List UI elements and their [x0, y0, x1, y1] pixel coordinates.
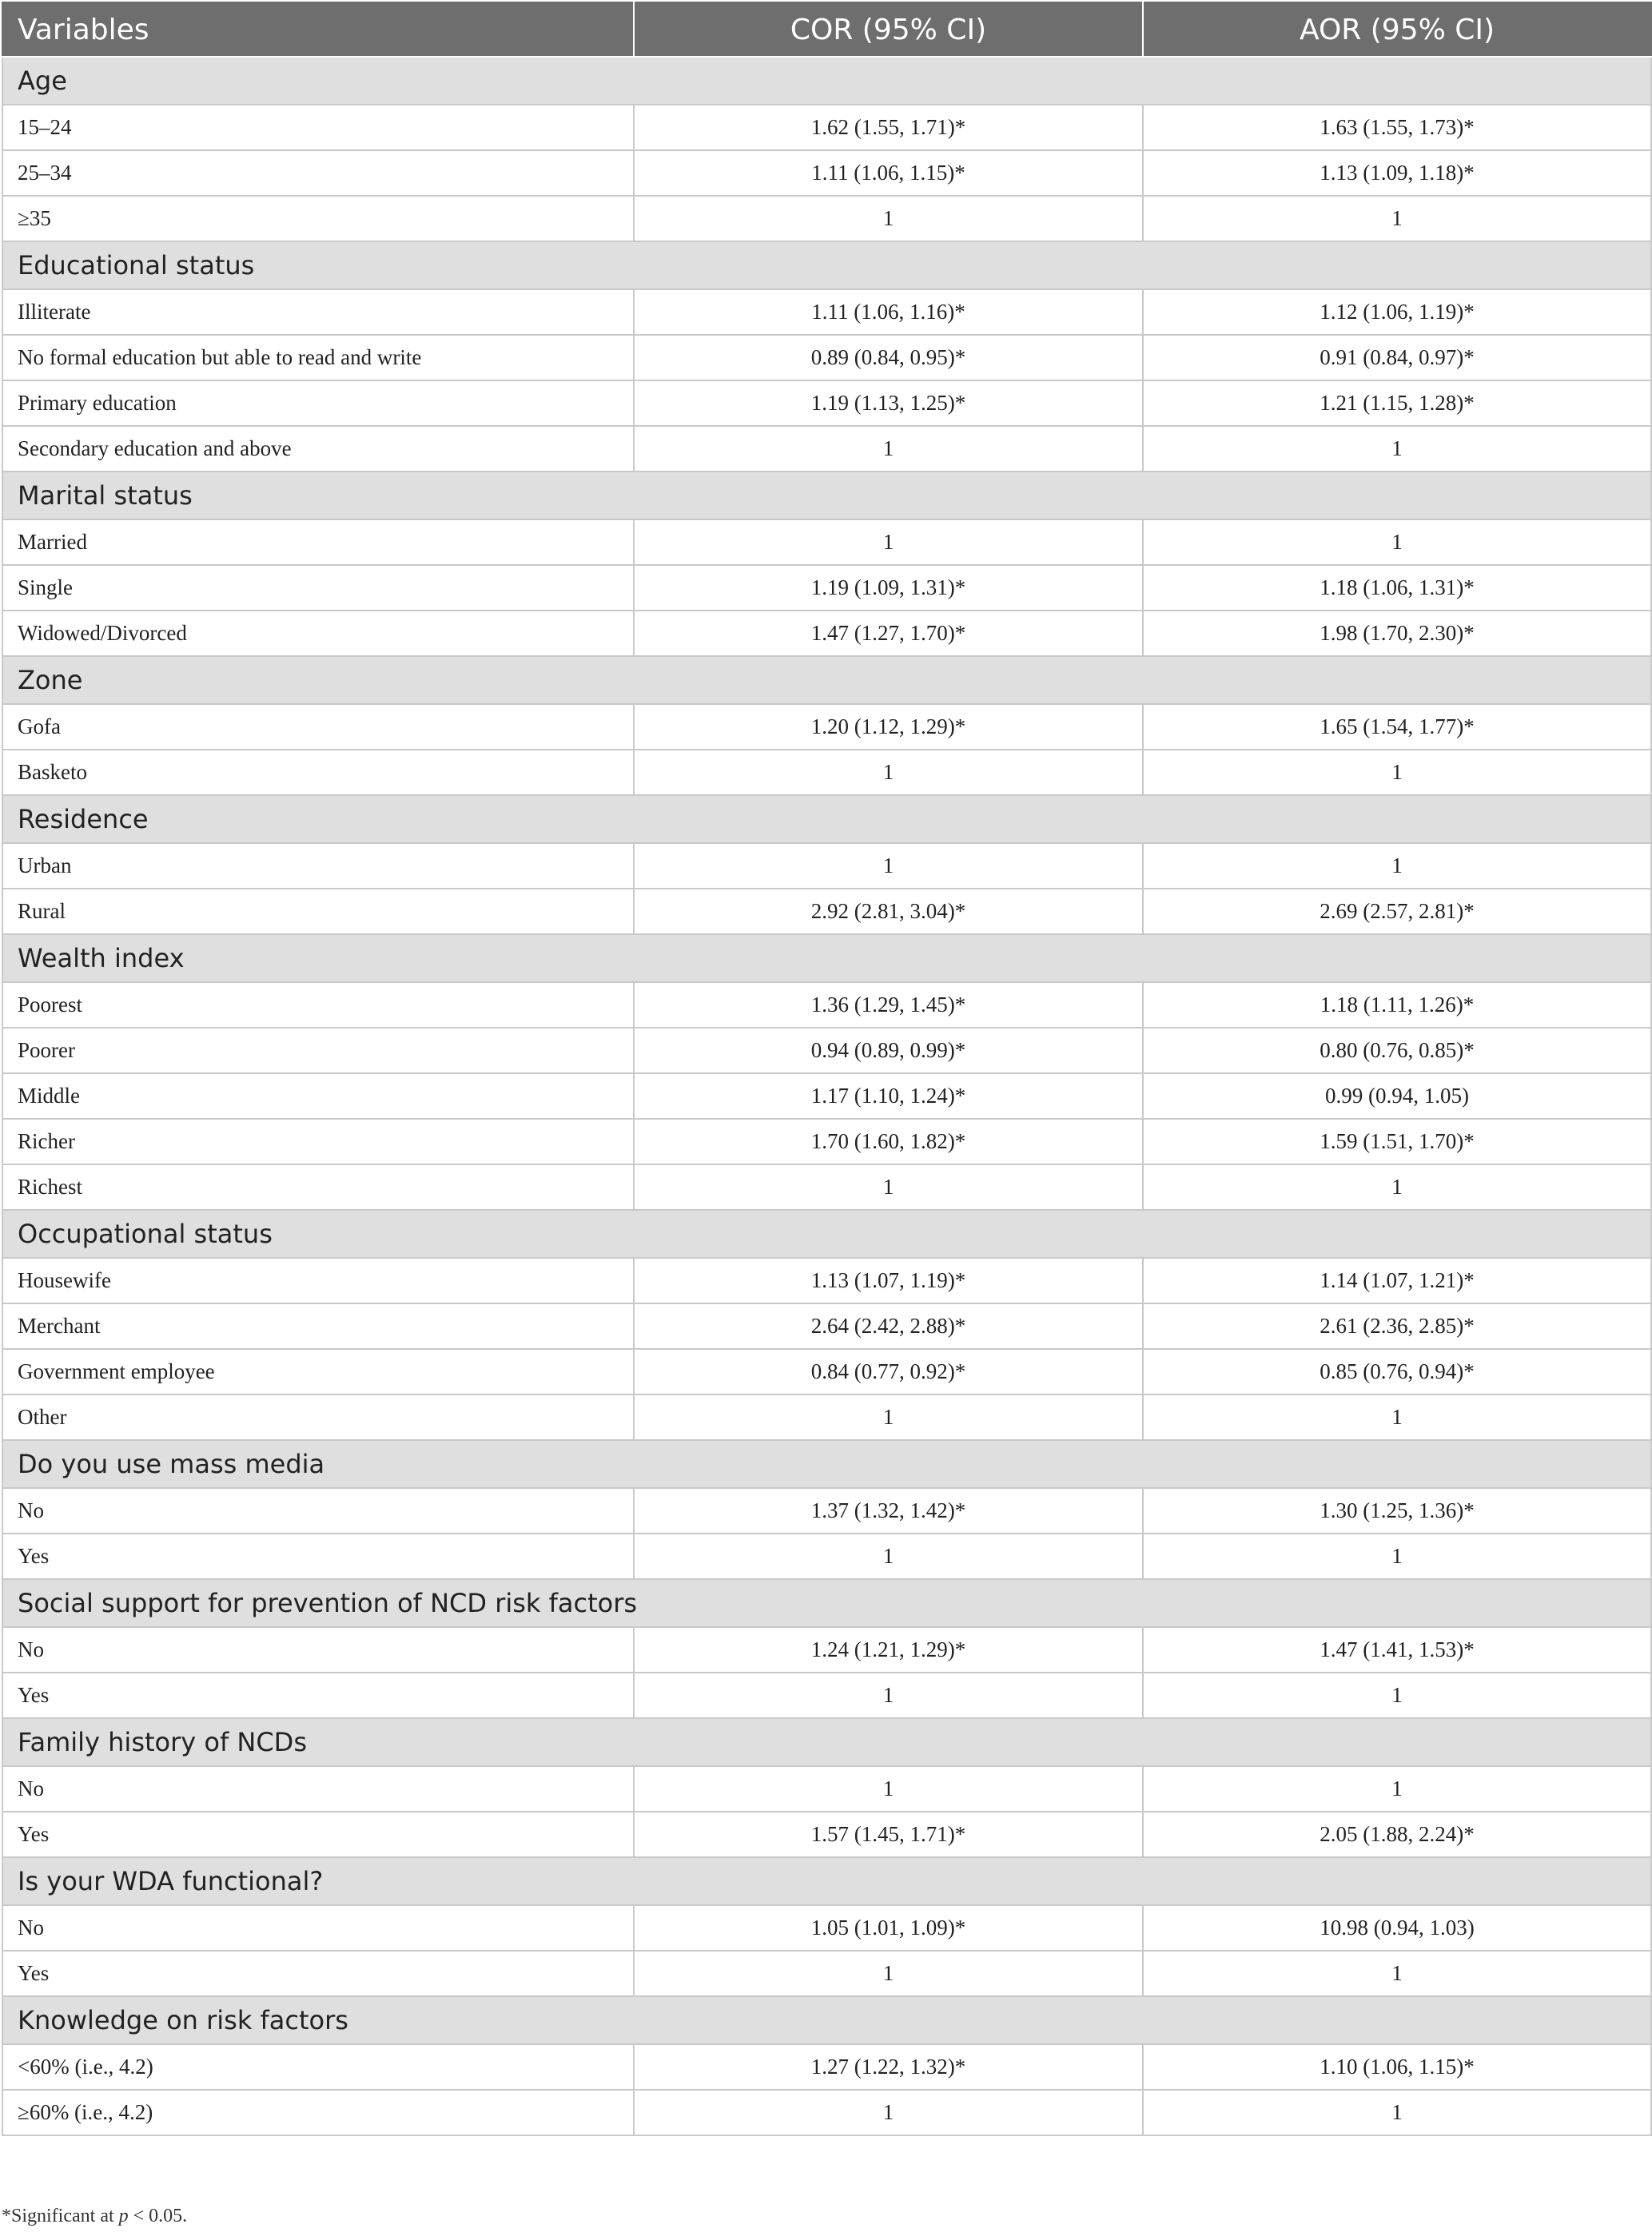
aor-value: 0.91 (0.84, 0.97)*	[1143, 335, 1651, 380]
aor-value: 1.18 (1.06, 1.31)*	[1143, 565, 1651, 611]
group-title: Do you use mass media	[2, 1440, 1651, 1488]
group-title: Family history of NCDs	[2, 1718, 1651, 1766]
cor-value: 1	[634, 1673, 1143, 1718]
cor-value: 1.37 (1.32, 1.42)*	[634, 1488, 1143, 1534]
aor-value: 1	[1143, 1766, 1651, 1812]
cor-value: 1.19 (1.13, 1.25)*	[634, 380, 1143, 426]
cor-value: 1	[634, 1534, 1143, 1579]
aor-value: 1.10 (1.06, 1.15)*	[1143, 2044, 1651, 2090]
cor-value: 1	[634, 1164, 1143, 1210]
cor-value: 1	[634, 426, 1143, 471]
table-row	[2, 1258, 1651, 1303]
row-label: Housewife	[2, 1258, 634, 1303]
row-label: Single	[2, 565, 634, 611]
table-row	[2, 1303, 1651, 1349]
cor-value: 1.05 (1.01, 1.09)*	[634, 1905, 1143, 1951]
row-label: Yes	[2, 1673, 634, 1718]
table-row	[2, 150, 1651, 196]
aor-value: 2.69 (2.57, 2.81)*	[1143, 889, 1651, 934]
group-title: Occupational status	[2, 1210, 1651, 1258]
row-label: Yes	[2, 1812, 634, 1857]
table-row	[2, 704, 1651, 750]
cor-value: 1.36 (1.29, 1.45)*	[634, 982, 1143, 1028]
header-variables: Variables	[2, 2, 634, 57]
table-row	[2, 843, 1651, 889]
aor-value: 1.14 (1.07, 1.21)*	[1143, 1258, 1651, 1303]
footnote-prefix: *Significant at	[2, 2206, 119, 2226]
group-header-row	[2, 1579, 1651, 1627]
aor-value: 1	[1143, 750, 1651, 795]
cor-value: 1	[634, 1766, 1143, 1812]
row-label: Urban	[2, 843, 634, 889]
table-row	[2, 611, 1651, 656]
row-label: Yes	[2, 1951, 634, 1996]
table-row	[2, 1905, 1651, 1951]
group-header-row	[2, 1996, 1651, 2044]
cor-value: 1.62 (1.55, 1.71)*	[634, 105, 1143, 150]
cor-value: 1.24 (1.21, 1.29)*	[634, 1627, 1143, 1673]
cor-value: 1	[634, 2090, 1143, 2135]
table-row	[2, 1627, 1651, 1673]
group-title: Age	[2, 57, 1651, 105]
aor-value: 0.80 (0.76, 0.85)*	[1143, 1028, 1651, 1073]
group-header-row	[2, 656, 1651, 704]
table-row	[2, 1028, 1651, 1073]
aor-value: 1.63 (1.55, 1.73)*	[1143, 105, 1651, 150]
aor-value: 1.12 (1.06, 1.19)*	[1143, 289, 1651, 335]
group-header-row	[2, 1718, 1651, 1766]
aor-value: 1.98 (1.70, 2.30)*	[1143, 611, 1651, 656]
table-body	[2, 57, 1651, 2135]
table-row	[2, 750, 1651, 795]
cor-value: 1	[634, 843, 1143, 889]
table-row	[2, 335, 1651, 380]
row-label: 25–34	[2, 150, 634, 196]
aor-value: 1	[1143, 519, 1651, 565]
footnote-variable: p	[118, 2206, 129, 2226]
aor-value: 1	[1143, 1395, 1651, 1440]
group-title: Residence	[2, 795, 1651, 843]
aor-value: 10.98 (0.94, 1.03)	[1143, 1905, 1651, 1951]
aor-value: 1.21 (1.15, 1.28)*	[1143, 380, 1651, 426]
row-label: Married	[2, 519, 634, 565]
group-header-row	[2, 241, 1651, 289]
row-label: Basketo	[2, 750, 634, 795]
table-row	[2, 426, 1651, 471]
header-cor: COR (95% CI)	[634, 2, 1143, 57]
table-row	[2, 982, 1651, 1028]
row-label: Merchant	[2, 1303, 634, 1349]
table-row	[2, 1534, 1651, 1579]
aor-value: 1.59 (1.51, 1.70)*	[1143, 1119, 1651, 1164]
cor-value: 1	[634, 1395, 1143, 1440]
aor-value: 0.85 (0.76, 0.94)*	[1143, 1349, 1651, 1395]
cor-value: 1.27 (1.22, 1.32)*	[634, 2044, 1143, 2090]
table-row	[2, 1951, 1651, 1996]
table-header	[2, 2, 1651, 57]
aor-value: 1	[1143, 1534, 1651, 1579]
aor-value: 1	[1143, 1673, 1651, 1718]
row-label: Poorer	[2, 1028, 634, 1073]
group-title: Knowledge on risk factors	[2, 1996, 1651, 2044]
table-row	[2, 380, 1651, 426]
aor-value: 1	[1143, 196, 1651, 241]
cor-value: 2.92 (2.81, 3.04)*	[634, 889, 1143, 934]
cor-value: 1.17 (1.10, 1.24)*	[634, 1073, 1143, 1119]
table-row	[2, 1673, 1651, 1718]
table-row	[2, 1488, 1651, 1534]
table-row	[2, 196, 1651, 241]
row-label: Illiterate	[2, 289, 634, 335]
cor-value: 1	[634, 519, 1143, 565]
row-label: Poorest	[2, 982, 634, 1028]
table-row	[2, 1119, 1651, 1164]
cor-value: 0.89 (0.84, 0.95)*	[634, 335, 1143, 380]
row-label: Secondary education and above	[2, 426, 634, 471]
row-label: Widowed/Divorced	[2, 611, 634, 656]
regression-table	[2, 2, 1652, 2136]
aor-value: 1	[1143, 843, 1651, 889]
cor-value: 1.19 (1.09, 1.31)*	[634, 565, 1143, 611]
table-row	[2, 519, 1651, 565]
aor-value: 1	[1143, 1164, 1651, 1210]
cor-value: 0.84 (0.77, 0.92)*	[634, 1349, 1143, 1395]
footnote-suffix: < 0.05.	[128, 2206, 188, 2226]
table-row	[2, 1164, 1651, 1210]
row-label: Government employee	[2, 1349, 634, 1395]
cor-value: 2.64 (2.42, 2.88)*	[634, 1303, 1143, 1349]
group-title: Marital status	[2, 471, 1651, 519]
cor-value: 0.94 (0.89, 0.99)*	[634, 1028, 1143, 1073]
cor-value: 1.57 (1.45, 1.71)*	[634, 1812, 1143, 1857]
cor-value: 1	[634, 1951, 1143, 1996]
row-label: Richer	[2, 1119, 634, 1164]
aor-value: 1.13 (1.09, 1.18)*	[1143, 150, 1651, 196]
table-row	[2, 2090, 1651, 2135]
group-title: Is your WDA functional?	[2, 1857, 1651, 1905]
aor-value: 2.05 (1.88, 2.24)*	[1143, 1812, 1651, 1857]
row-label: Richest	[2, 1164, 634, 1210]
group-title: Educational status	[2, 241, 1651, 289]
cor-value: 1.20 (1.12, 1.29)*	[634, 704, 1143, 750]
group-header-row	[2, 795, 1651, 843]
table-row	[2, 889, 1651, 934]
row-label: Gofa	[2, 704, 634, 750]
aor-value: 1	[1143, 2090, 1651, 2135]
footnote	[2, 2206, 187, 2227]
cor-value: 1	[634, 750, 1143, 795]
aor-value: 1.65 (1.54, 1.77)*	[1143, 704, 1651, 750]
cor-value: 1.11 (1.06, 1.16)*	[634, 289, 1143, 335]
header-aor: AOR (95% CI)	[1143, 2, 1651, 57]
table-row	[2, 1073, 1651, 1119]
group-header-row	[2, 1440, 1651, 1488]
row-label: No	[2, 1488, 634, 1534]
table-row	[2, 1349, 1651, 1395]
row-label: 15–24	[2, 105, 634, 150]
table-row	[2, 2044, 1651, 2090]
group-title: Wealth index	[2, 934, 1651, 982]
table-row	[2, 289, 1651, 335]
table-row	[2, 1766, 1651, 1812]
aor-value: 0.99 (0.94, 1.05)	[1143, 1073, 1651, 1119]
row-label: Other	[2, 1395, 634, 1440]
row-label: No	[2, 1905, 634, 1951]
row-label: <60% (i.e., 4.2)	[2, 2044, 634, 2090]
aor-value: 1.30 (1.25, 1.36)*	[1143, 1488, 1651, 1534]
aor-value: 2.61 (2.36, 2.85)*	[1143, 1303, 1651, 1349]
cor-value: 1.13 (1.07, 1.19)*	[634, 1258, 1143, 1303]
aor-value: 1	[1143, 426, 1651, 471]
table-row	[2, 565, 1651, 611]
group-title: Social support for prevention of NCD risk factors	[2, 1579, 1651, 1627]
row-label: No	[2, 1627, 634, 1673]
aor-value: 1	[1143, 1951, 1651, 1996]
cor-value: 1	[634, 196, 1143, 241]
row-label: No formal education but able to read and write	[2, 335, 634, 380]
row-label: No	[2, 1766, 634, 1812]
aor-value: 1.18 (1.11, 1.26)*	[1143, 982, 1651, 1028]
row-label: Middle	[2, 1073, 634, 1119]
aor-value: 1.47 (1.41, 1.53)*	[1143, 1627, 1651, 1673]
group-title: Zone	[2, 656, 1651, 704]
group-header-row	[2, 1210, 1651, 1258]
row-label: Rural	[2, 889, 634, 934]
row-label: Yes	[2, 1534, 634, 1579]
table-row	[2, 1812, 1651, 1857]
group-header-row	[2, 1857, 1651, 1905]
group-header-row	[2, 471, 1651, 519]
row-label: ≥35	[2, 196, 634, 241]
table-row	[2, 105, 1651, 150]
table-row	[2, 1395, 1651, 1440]
row-label: Primary education	[2, 380, 634, 426]
group-header-row	[2, 934, 1651, 982]
cor-value: 1.70 (1.60, 1.82)*	[634, 1119, 1143, 1164]
row-label: ≥60% (i.e., 4.2)	[2, 2090, 634, 2135]
group-header-row	[2, 57, 1651, 105]
cor-value: 1.47 (1.27, 1.70)*	[634, 611, 1143, 656]
cor-value: 1.11 (1.06, 1.15)*	[634, 150, 1143, 196]
